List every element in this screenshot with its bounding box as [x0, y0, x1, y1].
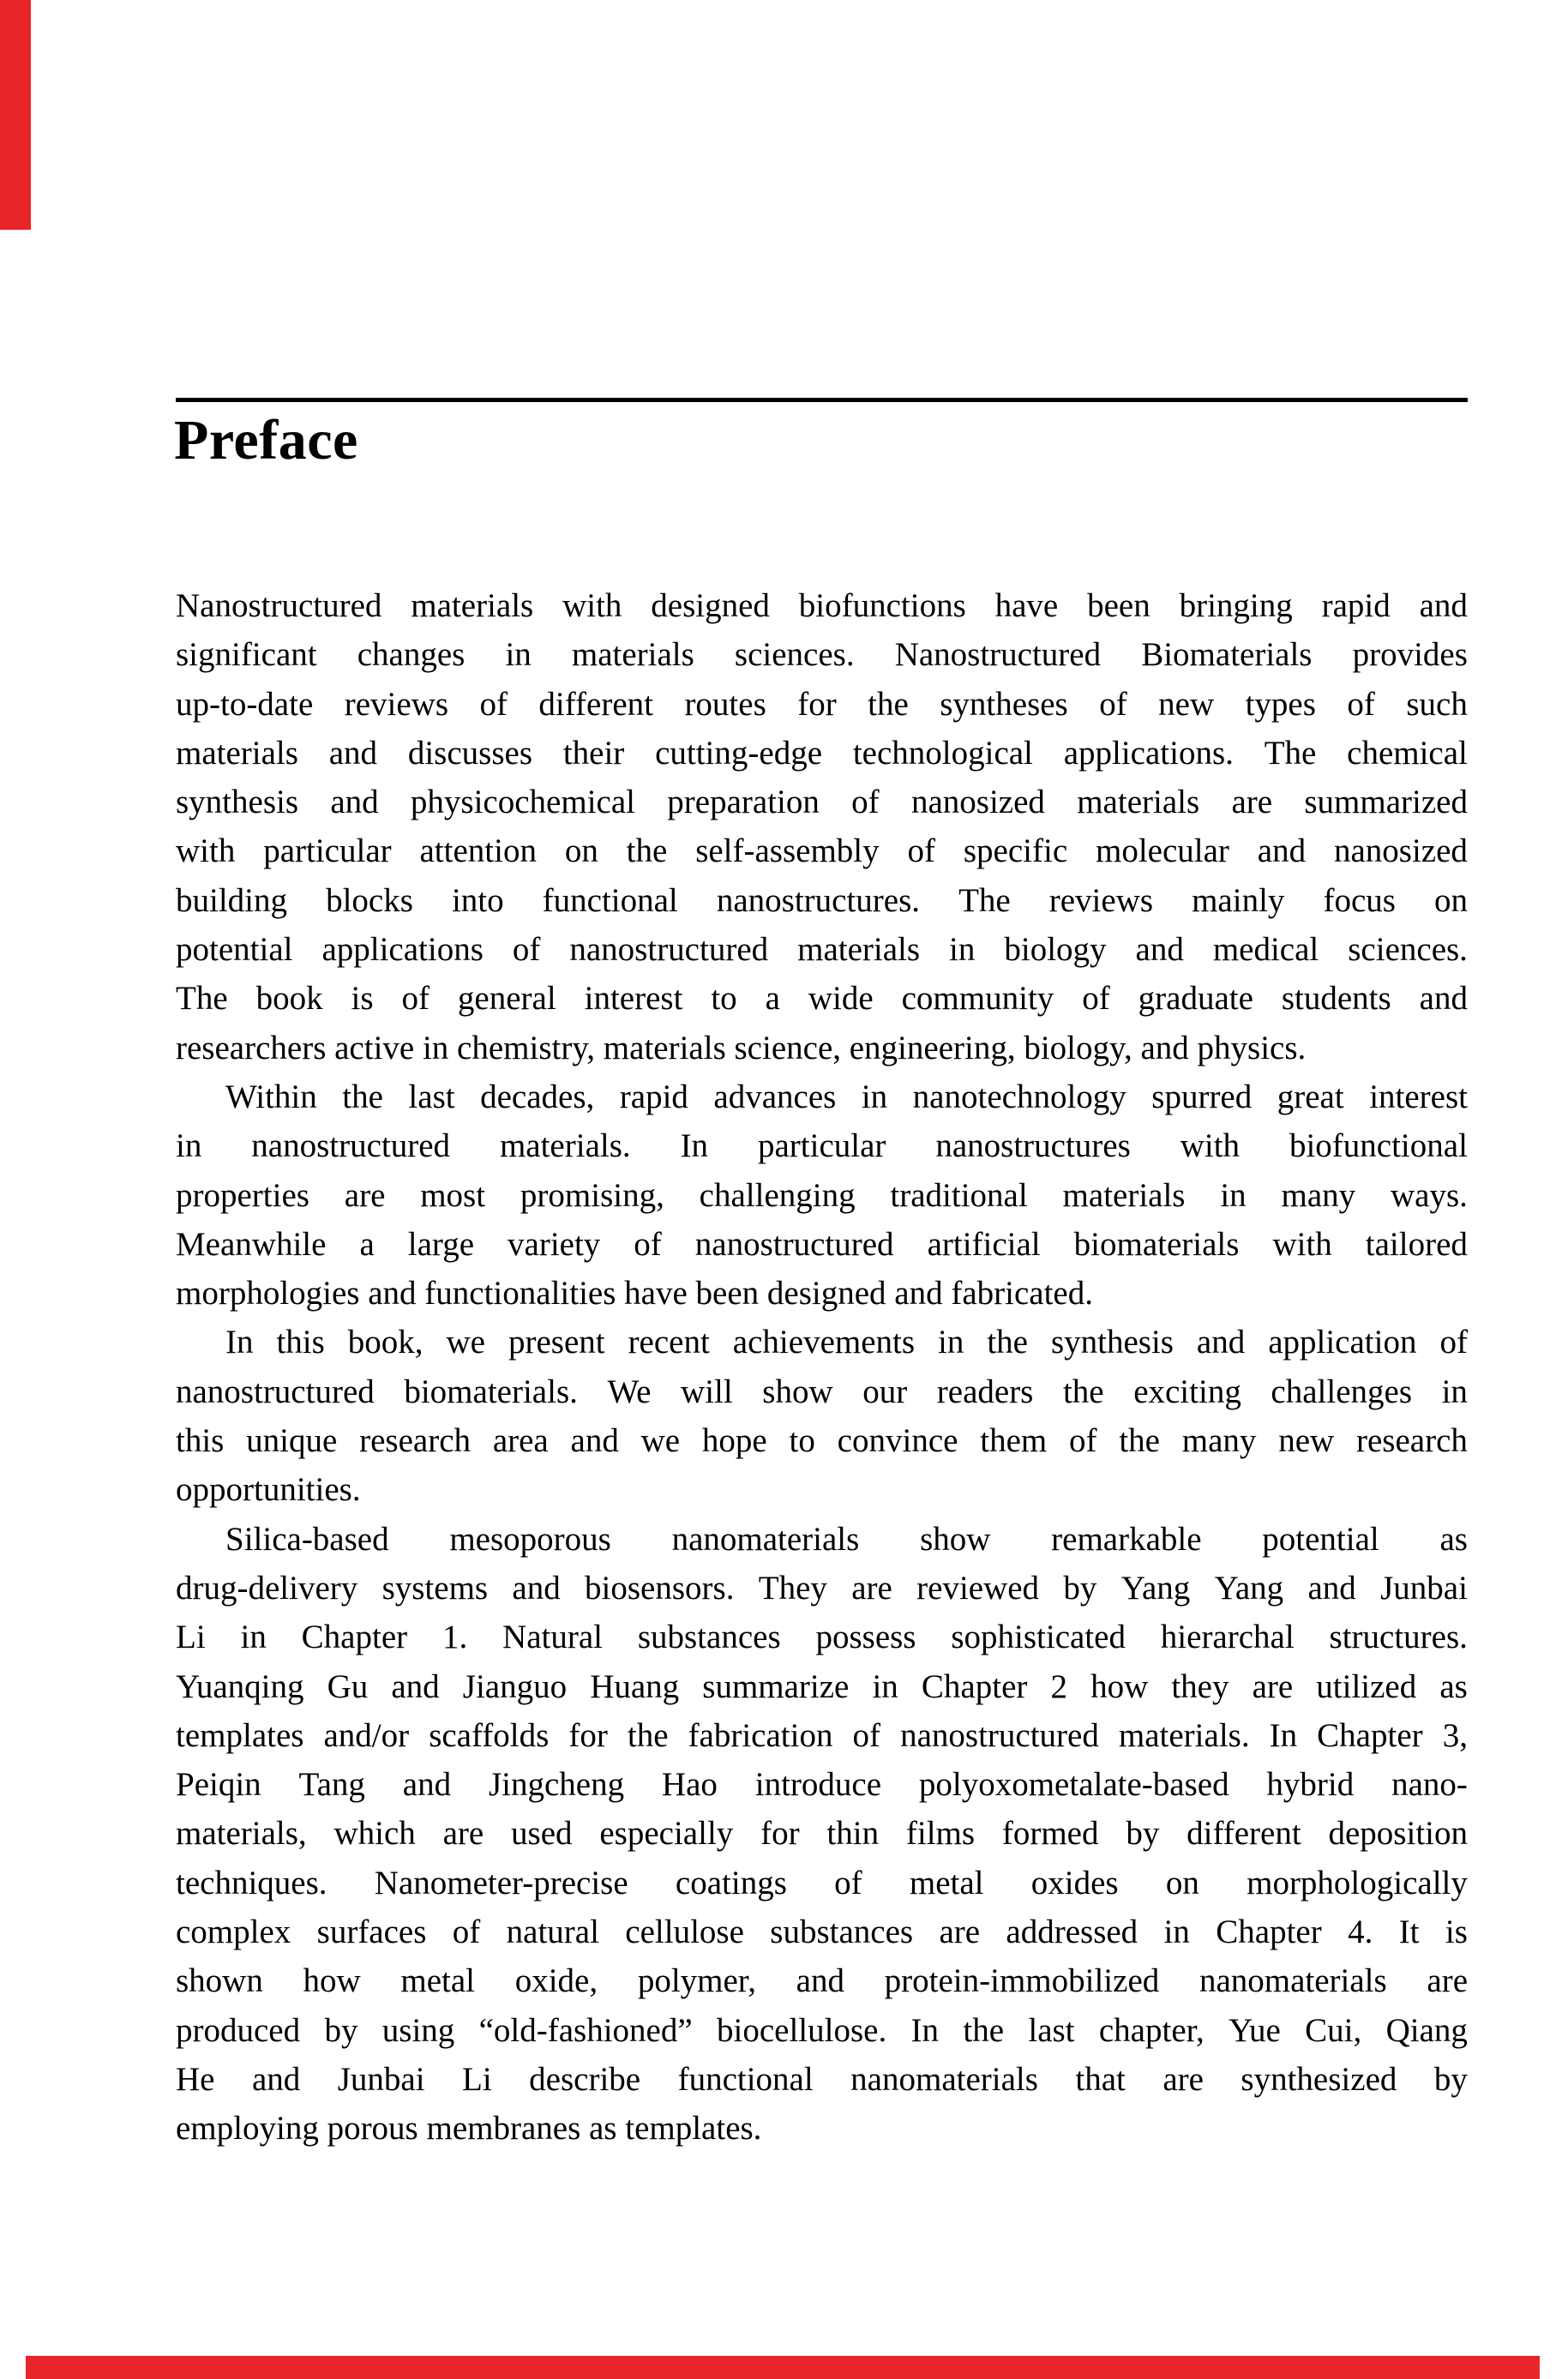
text-line: Li in Chapter 1. Natural substances possess sophisticated hierarchal structures. — [176, 1619, 1468, 1656]
text-line: Peiqin Tang and Jingcheng Hao introduce polyoxometalate-based hybrid nano- — [176, 1766, 1468, 1804]
text-line: drug-delivery systems and biosensors. They are reviewed by Yang Yang and Junbai — [176, 1569, 1468, 1607]
text-line: potential applications of nanostructured materials in biology and medical sciences. — [176, 931, 1468, 969]
text-line: shown how metal oxide, polymer, and protein-immobilized nanomaterials are — [176, 1962, 1468, 2000]
text-line: morphologies and functionalities have been designed and fabricated. — [176, 1275, 1093, 1313]
text-line: researchers active in chemistry, materials science, engineering, biology, and physics. — [176, 1029, 1307, 1066]
scan-artifact-bottom-edge — [26, 2356, 1540, 2379]
text-line: materials and discusses their cutting-edge technological applications. The chemical — [176, 734, 1468, 772]
text-line: templates and/or scaffolds for the fabrication of nanostructured materials. In Chapter 3, — [176, 1716, 1468, 1754]
text-line: In this book, we present recent achievements in the synthesis and application of — [225, 1324, 1468, 1361]
text-line: nanostructured biomaterials. We will show our readers the exciting challenges in — [176, 1373, 1468, 1410]
text-line: produced by using “old-fashioned” biocellulose. In the last chapter, Yue Cui, Qiang — [176, 2011, 1468, 2049]
preface-text-block — [176, 581, 1468, 2154]
text-line: with particular attention on the self-assembly of specific molecular and nanosized — [176, 832, 1468, 870]
text-line: Silica-based mesoporous nanomaterials show remarkable potential as — [225, 1520, 1468, 1558]
text-line: this unique research area and we hope to convince them of the many new research — [176, 1422, 1468, 1460]
text-line: techniques. Nanometer-precise coatings of metal oxides on morphologically — [176, 1864, 1468, 1901]
text-line: in nanostructured materials. In particular nanostructures with biofunctional — [176, 1127, 1468, 1165]
scan-artifact-top-left — [0, 0, 31, 230]
text-line: Yuanqing Gu and Jianguo Huang summarize in Chapter 2 how they are utilized as — [176, 1667, 1468, 1705]
text-line: Meanwhile a large variety of nanostructured artificial biomaterials with tailored — [176, 1225, 1468, 1263]
text-line: Within the last decades, rapid advances in nanotechnology spurred great interest — [225, 1078, 1468, 1115]
text-line: The book is of general interest to a wide community of graduate students and — [176, 980, 1468, 1018]
text-line: He and Junbai Li describe functional nanomaterials that are synthesized by — [176, 2060, 1468, 2098]
text-line: properties are most promising, challenging traditional materials in many ways. — [176, 1176, 1468, 1214]
text-line: materials, which are used especially for thin films formed by different deposition — [176, 1815, 1468, 1853]
text-line: opportunities. — [176, 1471, 361, 1509]
text-line: up-to-date reviews of different routes for the syntheses of new types of such — [176, 685, 1468, 723]
text-line: significant changes in materials sciences. Nanostructured Biomaterials provides — [176, 636, 1468, 674]
text-line: employing porous membranes as templates. — [176, 2110, 762, 2148]
text-line: complex surfaces of natural cellulose substances are addressed in Chapter 4. It is — [176, 1913, 1468, 1951]
heading-rule — [176, 398, 1468, 402]
text-line: building blocks into functional nanostructures. The reviews mainly focus on — [176, 881, 1468, 919]
text-line: synthesis and physicochemical preparation of nanosized materials are summarized — [176, 784, 1468, 821]
text-line: Nanostructured materials with designed biofunctions have been bringing rapid and — [176, 587, 1468, 624]
page-title: Preface — [174, 409, 358, 472]
